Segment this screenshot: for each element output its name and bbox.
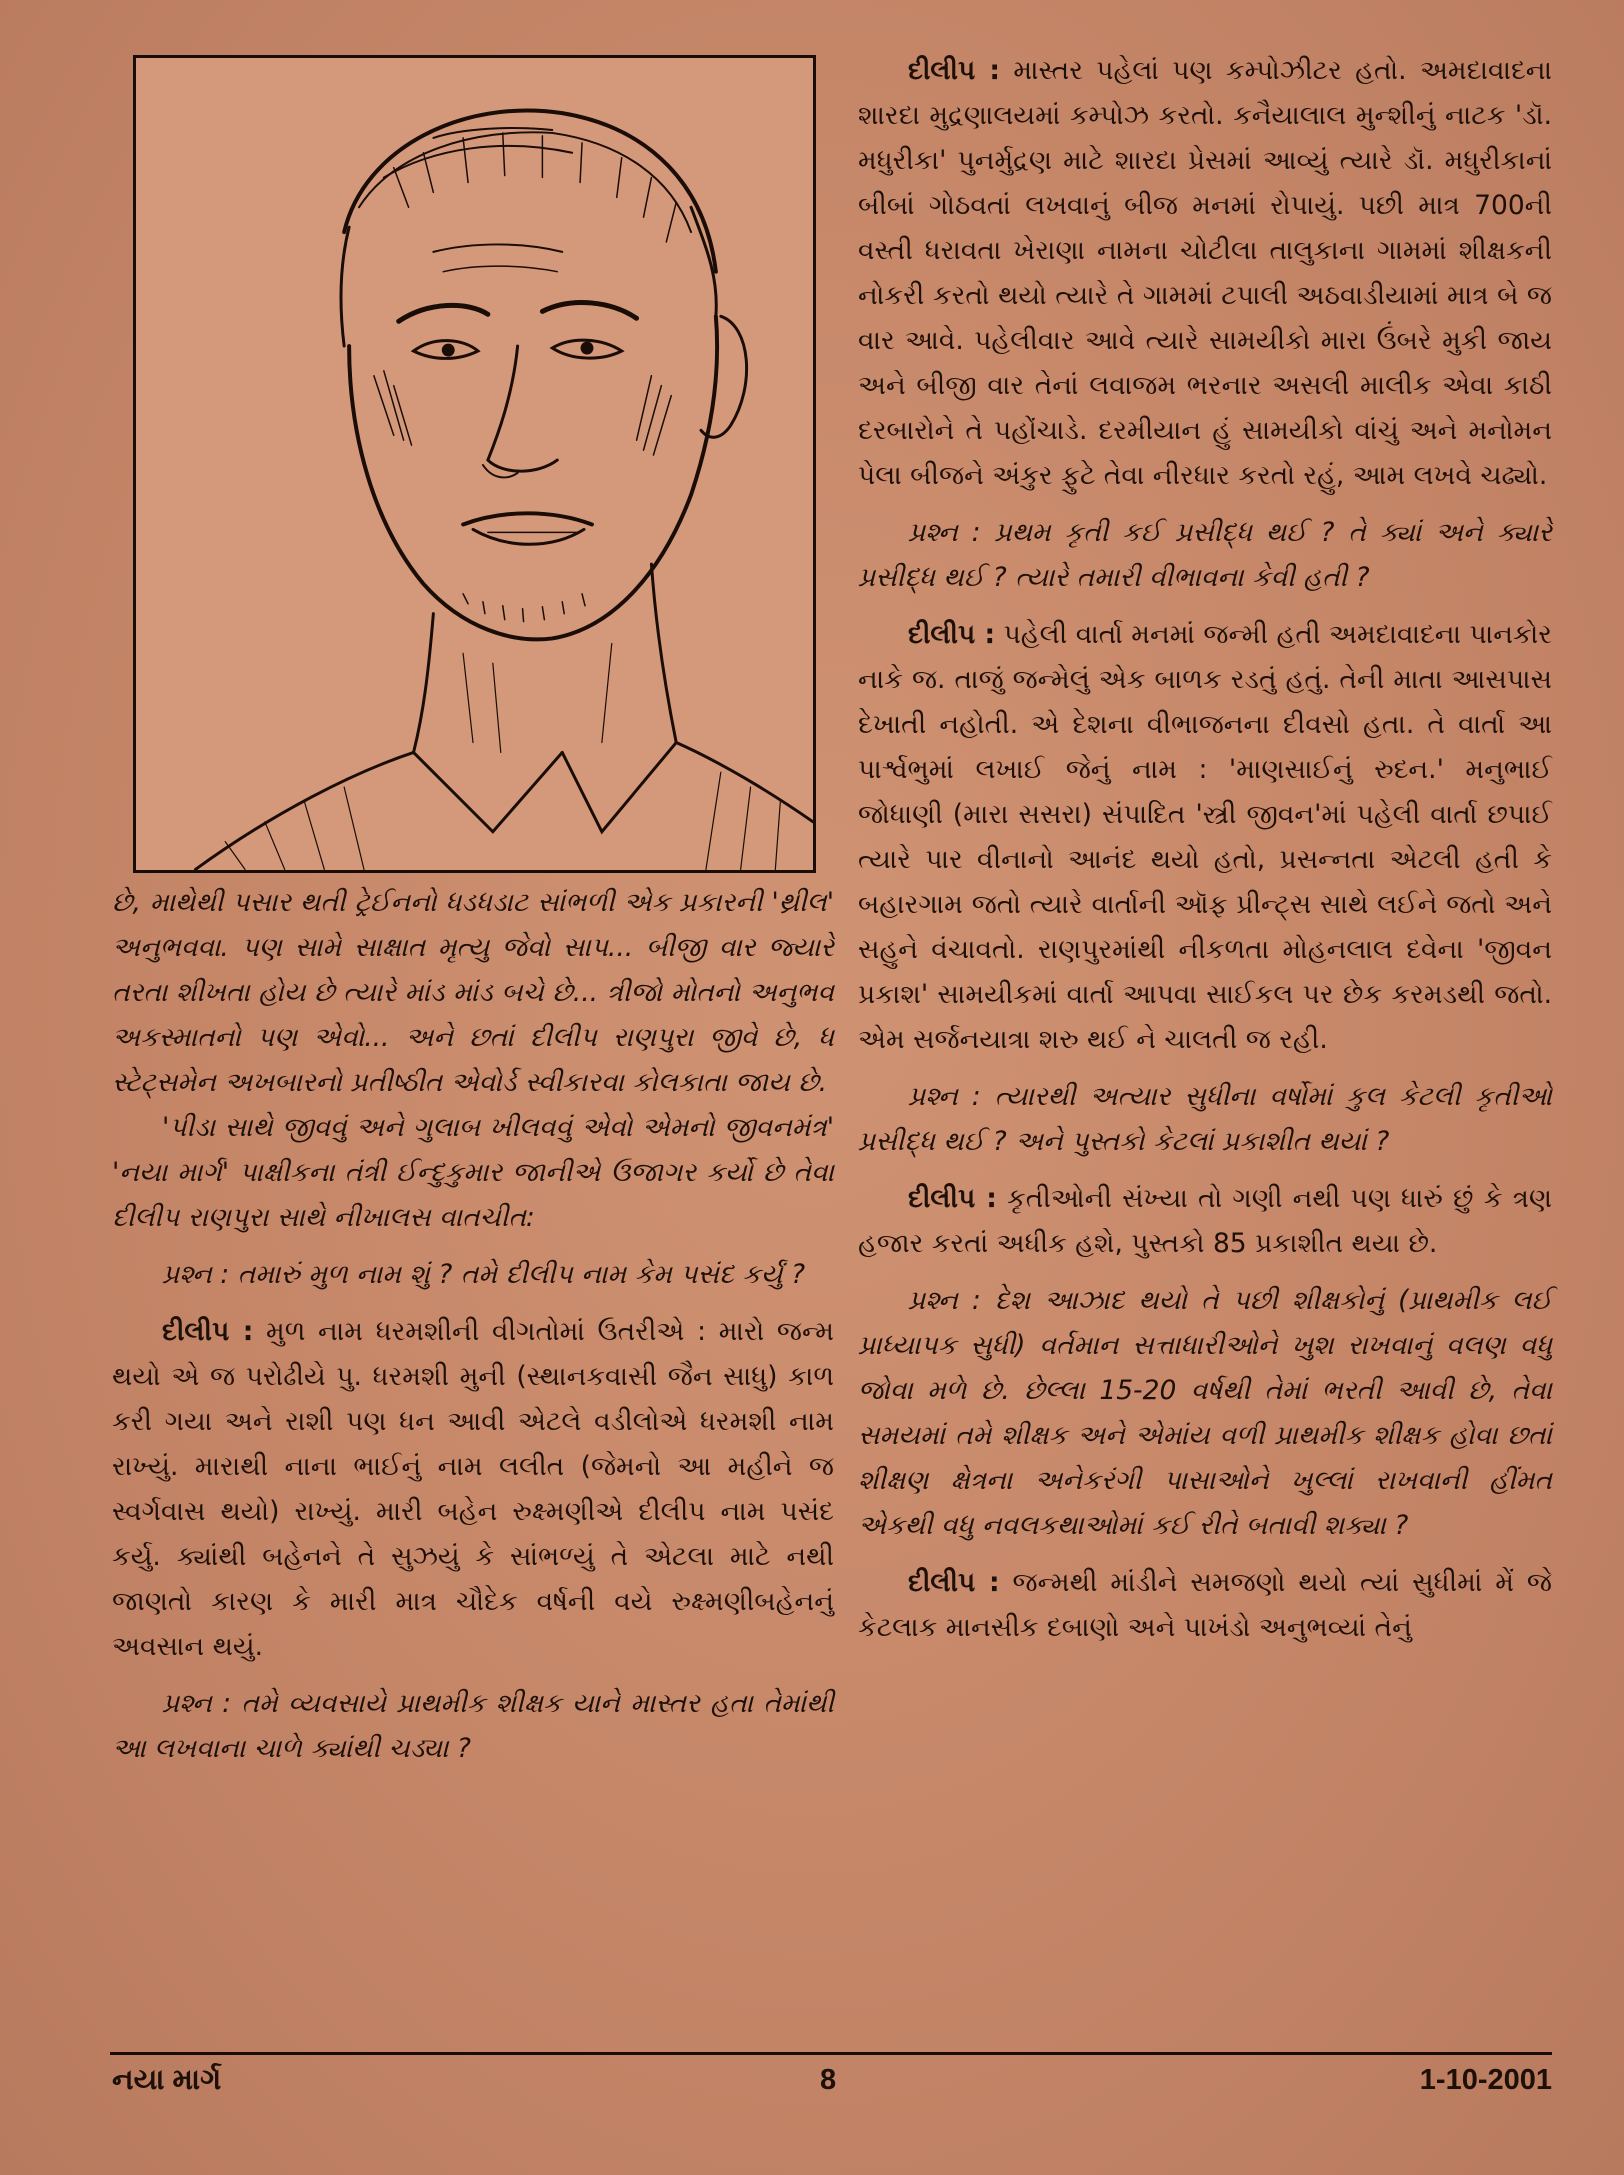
speaker-label: દીલીપ : (908, 1183, 997, 1214)
footer-date: 1-10-2001 (1419, 2064, 1552, 2096)
speaker-label: દીલીપ : (908, 55, 1000, 86)
answer-works-count (858, 1176, 1552, 1266)
answer-text: પહેલી વાર્તા મનમાં જન્મી હતી અમદાવાદના પાનકોર નાકે જ. તાજું જન્મેલું એક બાળક રડતું હતું. તેની માતા આસપાસ દેખાતી નહોતી. એ દેશના વીભાજનના દીવસો હતા. તે વાર્તા આ પાર્શ્વભુમાં લખાઈ જેનું નામ : 'માણસાઈનું રુદન.' મનુભાઈ જોધાણી (મારા સસરા) સંપાદિત 'સ્ત્રી જીવન'માં પહેલી વાર્તા છપાઈ ત્યારે પાર વીનાનો આનંદ થયો હતો, પ્રસન્નતા એટલી હતી કે બહારગામ જતો ત્યારે વાર્તાની ઑફ પ્રીન્ટ્સ સાથે લઈને જતો અને સહુને વંચાવતો. રાણપુરમાંથી નીકળતા મોહનલાલ દવેના 'જીવન પ્રકાશ' સામયીકમાં વાર્તા આપવા સાઈકલ પર છેક કરમડથી જતો. એમ સર્જનયાત્રા શરુ થઈ ને ચાલતી જ રહી. (858, 619, 1552, 1055)
answer-text: કૃતીઓની સંખ્યા તો ગણી નથી પણ ધારું છું કે ત્રણ હજાર કરતાં અધીક હશે, પુસ્તકો 85 પ્રકાશીત થયા છે. (858, 1183, 1553, 1259)
portrait-illustration (133, 55, 816, 873)
portrait-sketch-icon (136, 58, 813, 870)
paragraph-editor-note: 'પીડા સાથે જીવવું અને ગુલાબ ખીલવવું એવો એમનો જીવનમંત્ર' 'નયા માર્ગ' પાક્ષીકના તંત્રી ઈન્દુકુમાર જાનીએ ઉજાગર કર્યો છે તેવા દીલીપ રાણપુરા સાથે નીખાલસ વાતચીત: (112, 1112, 834, 1233)
question-name: પ્રશ્ન : તમારું મુળ નામ શું ? તમે દીલીપ નામ કેમ પસંદ કર્યું ? (162, 1259, 806, 1290)
paragraph-intro: છે, માથેથી પસાર થતી ટ્રેઈનનો ધડધડાટ સાંભળી એક પ્રકારની 'થ્રીલ' અનુભવવા. પણ સામે સાક્ષાત મૃત્યુ જેવો સાપ... બીજી વાર જ્યારે તરતા શીખતા હોય છે ત્યારે માંડ માંડ બચે છે... ત્રીજો મોતનો અનુભવ અકસ્માતનો પણ એવો... અને છતાં દીલીપ રાણપુરા જીવે છે, ધ સ્ટેટ્સમેન અખબારનો પ્રતીષ્ઠીત એવોર્ડ સ્વીકારવા કોલકાતા જાય છે. (112, 887, 834, 1098)
answer-first-work (858, 612, 1552, 1062)
answer-teachers (858, 1560, 1552, 1650)
right-text-column (858, 48, 1552, 1650)
answer-text: મુળ નામ ધરમશીની વીગતોમાં ઉતરીએ : મારો જન્મ થયો એ જ પરોઢીયે પુ. ધરમશી મુની (સ્થાનકવાસી જૈન સાધુ) કાળ કરી ગયા અને રાશી પણ ધન આવી એટલે વડીલોએ ધરમશી નામ રાખ્યું. મારાથી નાના ભાઈનું નામ લલીત (જેમનો આ મહીને જ સ્વર્ગવાસ થયો) રાખ્યું. મારી બહેન રુક્ષ્મણીએ દીલીપ નામ પસંદ કર્યુ. ક્યાંથી બહેનને તે સુઝયું કે સાંભળ્યું તે એટલા માટે નથી જાણતો કારણ કે મારી માત્ર ચૌદેક વર્ષની વયે રુક્ષ્મણીબહેનનું અવસાન થયું. (112, 1316, 834, 1662)
footer-page-number: 8 (820, 2064, 837, 2096)
question-works-count: પ્રશ્ન : ત્યારથી અત્યાર સુધીના વર્ષોમાં કુલ કેટલી કૃતીઓ પ્રસીદ્ધ થઈ ? અને પુસ્તકો કેટલાં પ્રકાશીત થયાં ? (858, 1081, 1552, 1157)
footer-magazine-name: નયા માર્ગ (112, 2064, 222, 2096)
answer-writing (858, 48, 1552, 498)
speaker-label: દીલીપ : (908, 619, 996, 650)
question-first-work: પ્રશ્ન : પ્રથમ કૃતી કઈ પ્રસીદ્ધ થઈ ? તે ક્યાં અને ક્યારે પ્રસીદ્ધ થઈ ? ત્યારે તમારી વીભાવના કેવી હતી ? (858, 517, 1552, 593)
answer-name (112, 1309, 834, 1669)
question-writing: પ્રશ્ન : તમે વ્યવસાયે પ્રાથમીક શીક્ષક યાને માસ્તર હતા તેમાંથી આ લખવાના ચાળે ક્યાંથી ચડ્યા ? (112, 1688, 834, 1764)
speaker-label: દીલીપ : (908, 1567, 1000, 1598)
footer-divider (110, 2052, 1552, 2055)
answer-text: જન્મથી માંડીને સમજણો થયો ત્યાં સુધીમાં મેં જે કેટલાક માનસીક દબાણો અને પાખંડો અનુભવ્યાં તેનું (858, 1567, 1553, 1643)
speaker-label: દીલીપ : (162, 1316, 254, 1347)
answer-text: માસ્તર પહેલાં પણ કમ્પોઝીટર હતો. અમદાવાદના શારદા મુદ્રણાલયમાં કમ્પોઝ કરતો. કનૈયાલાલ મુન્શીનું નાટક 'ડૉ. મધુરીકા' પુનર્મુદ્રણ માટે શારદા પ્રેસમાં આવ્યું ત્યારે ડૉ. મધુરીકાનાં બીબાં ગોઠવતાં લખવાનું બીજ મનમાં રોપાયું. પછી માત્ર 700ની વસ્તી ધરાવતા ખેરાણા નામના ચોટીલા તાલુકાના ગામમાં શીક્ષકની નોકરી કરતો થયો ત્યારે તે ગામમાં ટપાલી અઠવાડીયામાં માત્ર બે જ વાર આવે. પહેલીવાર આવે ત્યારે સામયીકો મારા ઉંબરે મુકી જાય અને બીજી વાર તેનાં લવાજમ ભરનાર અસલી માલીક એવા કાઠી દરબારોને તે પહોંચાડે. દરમીયાન હું સામયીકો વાંચું અને મનોમન પેલા બીજને અંકુર ફુટે તેવા નીરધાર કરતો રહું, આમ લખવે ચઢ્યો. (858, 55, 1552, 491)
left-text-column (112, 880, 834, 1771)
question-teachers: પ્રશ્ન : દેશ આઝાદ થયો તે પછી શીક્ષકોનું (પ્રાથમીક લઈ પ્રાધ્યાપક સુધી) વર્તમાન સત્તાધારીઓને ખુશ રાખવાનું વલણ વધુ જોવા મળે છે. છેલ્લા 15-20 વર્ષથી તેમાં ભરતી આવી છે, તેવા સમયમાં તમે શીક્ષક અને એમાંય વળી પ્રાથમીક શીક્ષક હોવા છતાં શીક્ષણ ક્ષેત્રના અનેકરંગી પાસાઓને ખુલ્લાં રાખવાની હીંમત એકથી વધુ નવલકથાઓમાં કઈ રીતે બતાવી શક્યા ? (858, 1285, 1552, 1541)
